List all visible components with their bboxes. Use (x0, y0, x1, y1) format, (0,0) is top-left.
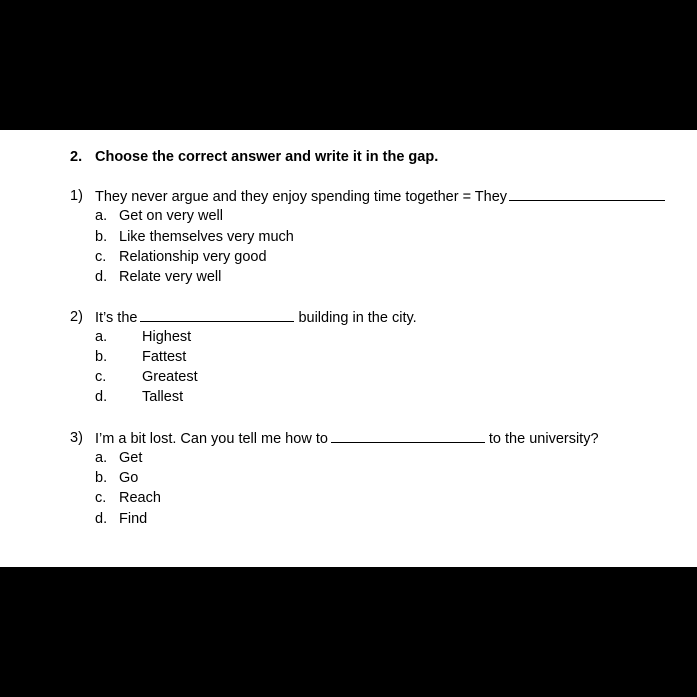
question-1-number: 1) (70, 188, 83, 204)
q3-option-c-letter: c. (95, 490, 107, 506)
question-2-answer-gap (140, 308, 294, 322)
worksheet-page (0, 130, 697, 567)
q1-option-c-letter: c. (95, 249, 107, 265)
q1-option-b-letter: b. (95, 229, 108, 245)
q1-option-c-text: Relationship very good (119, 249, 267, 265)
question-2-before-gap: It’s the (95, 310, 138, 326)
q2-option-a-letter: a. (95, 329, 108, 345)
q1-option-a-text: Get on very well (119, 208, 223, 224)
question-1-before-gap: They never argue and they enjoy spending time together = They (95, 189, 508, 205)
exercise-number: 2. (70, 149, 83, 165)
q1-option-b-text: Like themselves very much (119, 229, 294, 245)
q3-option-b-text: Go (119, 470, 139, 486)
q3-option-a-letter: a. (95, 450, 108, 466)
q3-option-b-letter: b. (95, 470, 108, 486)
q3-option-d-text: Find (119, 511, 148, 527)
q2-option-c-letter: c. (95, 369, 107, 385)
q1-option-a-letter: a. (95, 208, 108, 224)
question-3-after-gap: to the university? (488, 431, 599, 447)
question-3-before-gap: I’m a bit lost. Can you tell me how to (95, 431, 328, 447)
question-2-number: 2) (70, 309, 83, 325)
q3-option-c-text: Reach (119, 490, 161, 506)
q3-option-d-letter: d. (95, 511, 108, 527)
q2-option-a-text: Highest (142, 329, 192, 345)
question-3-text (95, 429, 599, 448)
question-2-text (95, 308, 417, 327)
q2-option-c-text: Greatest (142, 369, 198, 385)
q2-option-b-letter: b. (95, 349, 108, 365)
q2-option-d-text: Tallest (142, 389, 184, 405)
question-3-number: 3) (70, 430, 83, 446)
q2-option-b-text: Fattest (142, 349, 187, 365)
exercise-instructions: Choose the correct answer and write it in the gap. (95, 149, 439, 165)
q3-option-a-text: Get (119, 450, 143, 466)
q1-option-d-text: Relate very well (119, 269, 222, 285)
question-2-after-gap: building in the city. (298, 310, 417, 326)
question-1-text (95, 187, 667, 206)
q1-option-d-letter: d. (95, 269, 108, 285)
q2-option-d-letter: d. (95, 389, 108, 405)
question-3-answer-gap (331, 429, 485, 443)
question-1-answer-gap (509, 187, 665, 201)
